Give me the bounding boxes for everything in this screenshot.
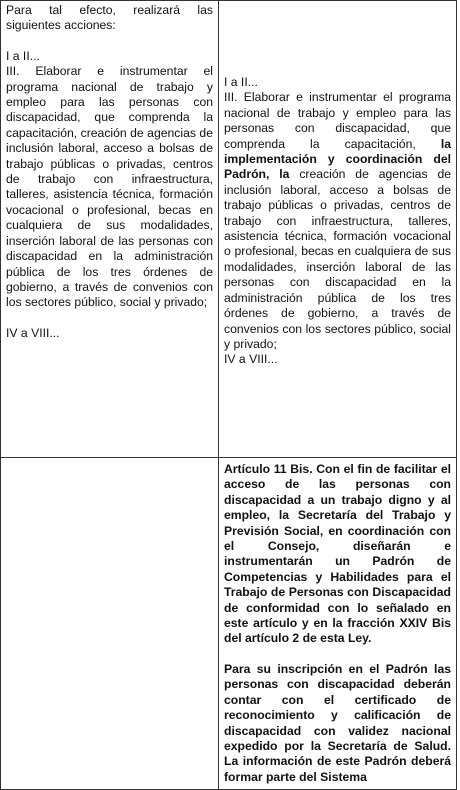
- bold-amendment: la implementación y coordinación del Padrón, la: [224, 136, 451, 182]
- current-text-cell: [1, 1, 219, 458]
- fraction-iii-text: III. Elaborar e instrumentar el programa nacional de trabajo y empleo para las personas con discapacidad, que comprenda la capacitación, la implementación y coordinación del Padrón, la creación de agencias de inclusión laboral, acceso a bolsas de trabajo públicas o privadas, centros de trabajo con infraestructura, talleres, asistencia técnica, formación vocacional o profesional, becas en cualquiera de sus modalidades, inserción laboral de las personas con discapacidad en la administración pública de los tres órdenes de gobierno, a través de convenios con los sectores público, social y privado;: [224, 90, 451, 351]
- intro-text: Para tal efecto, realizará las siguientes acciones:: [6, 3, 213, 33]
- proposed-text-cell: [219, 1, 457, 458]
- article-11-bis-paragraph-2: Para su inscripción en el Padrón las personas con discapacidad deberán contar con el certificado de reconocimiento y calificación de discapacidad con validez nacional expedido por la Secretaría de Salud. La información de este Padrón deberá formar parte del Sistema: [224, 661, 451, 784]
- article-11-bis-paragraph-1: Artículo 11 Bis. Con el fin de facilitar el acceso de las personas con discapacidad a un trabajo digno y al empleo, la Secretaría del Trabajo y Previsión Social, en coordinación con el Consejo, diseñarán e instrumentarán un Padrón de Competencias y Habilidades para el Trabajo de Personas con Discapacidad de conformidad con lo señalado en este artículo y en la fracción XXIV Bis del artículo 2 de esta Ley.: [224, 462, 451, 646]
- empty-cell: [1, 458, 219, 790]
- fraction-iii-text: III. Elaborar e instrumentar el programa nacional de trabajo y empleo para las personas con discapacidad, que comprenda la capacitación, creación de agencias de inclusión laboral, acceso a bolsas de trabajo públicas o privadas, centros de trabajo con infraestructura, talleres, asistencia técnica, formación vocacional o profesional, becas en cualquiera de sus modalidades, inserción laboral de las personas con discapacidad en la administración pública de los tres órdenes de gobierno, a través de convenios con los sectores público, social y privado;: [6, 64, 213, 310]
- range-start-text: I a II...: [6, 48, 40, 63]
- new-article-cell: [219, 458, 457, 790]
- range-end-text: IV a VIII...: [6, 325, 60, 340]
- range-end-text: IV a VIII...: [224, 352, 278, 367]
- range-start-text: I a II...: [224, 75, 258, 89]
- table-row: [1, 458, 457, 790]
- table-row: [1, 1, 457, 458]
